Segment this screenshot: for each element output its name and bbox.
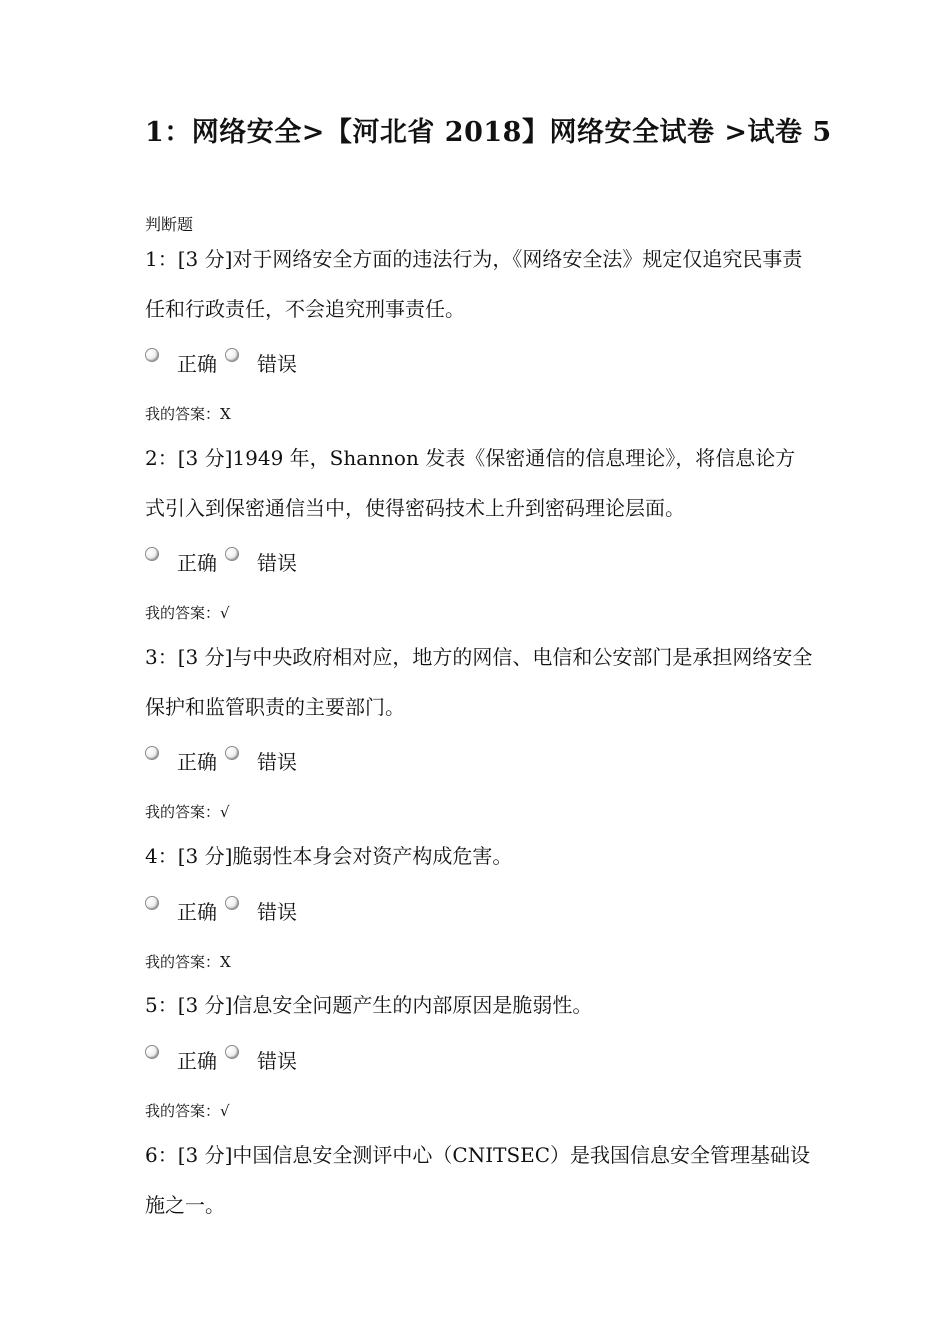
option-wrong-label: 错误 — [257, 1049, 297, 1073]
radio-wrong-icon[interactable] — [225, 896, 239, 910]
option-correct-label: 正确 — [177, 352, 217, 376]
radio-wrong-icon[interactable] — [225, 1045, 239, 1059]
radio-correct-icon[interactable] — [145, 896, 159, 910]
radio-correct-icon[interactable] — [145, 1045, 159, 1059]
answer-label: 我的答案： — [145, 1102, 221, 1120]
question-1-options — [145, 348, 305, 377]
option-correct-label: 正确 — [177, 900, 217, 924]
question-4-options — [145, 896, 305, 925]
question-3-answer — [145, 801, 230, 822]
question-5-text: 5：[3 分]信息安全问题产生的内部原因是脆弱性。 — [145, 993, 593, 1017]
option-wrong-label: 错误 — [257, 352, 297, 376]
question-2-text: 2：[3 分]1949 年，Shannon 发表《保密通信的信息理论》，将信息论方式引入到保密通信当中，使得密码技术上升到密码理论层面。 — [145, 446, 796, 520]
option-correct-label: 正确 — [177, 750, 217, 774]
radio-correct-icon[interactable] — [145, 547, 159, 561]
question-1-text: 1：[3 分]对于网络安全方面的违法行为，《网络安全法》规定仅追究民事责任和行政责任，不会追究刑事责任。 — [145, 247, 803, 321]
answer-value: √ — [220, 604, 230, 622]
question-2-answer — [145, 602, 230, 623]
radio-wrong-icon[interactable] — [225, 348, 239, 362]
answer-value: X — [220, 405, 231, 423]
answer-value: X — [220, 953, 231, 971]
option-correct-label: 正确 — [177, 551, 217, 575]
question-5-options — [145, 1045, 305, 1074]
answer-value: √ — [220, 1102, 230, 1120]
answer-label: 我的答案： — [145, 604, 221, 622]
option-wrong-label: 错误 — [257, 750, 297, 774]
radio-correct-icon[interactable] — [145, 746, 159, 760]
page-title: 1：网络安全>【河北省 2018】网络安全试卷 >试卷 5 — [145, 117, 832, 148]
answer-value: √ — [220, 803, 230, 821]
question-3-options — [145, 746, 305, 775]
question-6-text: 6：[3 分]中国信息安全测评中心（CNITSEC）是我国信息安全管理基础设施之一。 — [145, 1143, 811, 1217]
radio-wrong-icon[interactable] — [225, 547, 239, 561]
question-4-answer — [145, 951, 231, 972]
question-4-text: 4：[3 分]脆弱性本身会对资产构成危害。 — [145, 844, 513, 868]
section-heading: 判断题 — [145, 215, 194, 234]
radio-correct-icon[interactable] — [145, 348, 159, 362]
option-wrong-label: 错误 — [257, 900, 297, 924]
option-correct-label: 正确 — [177, 1049, 217, 1073]
answer-label: 我的答案： — [145, 803, 221, 821]
question-5-answer — [145, 1100, 230, 1121]
answer-label: 我的答案： — [145, 953, 221, 971]
question-1-answer — [145, 403, 231, 424]
answer-label: 我的答案： — [145, 405, 221, 423]
option-wrong-label: 错误 — [257, 551, 297, 575]
radio-wrong-icon[interactable] — [225, 746, 239, 760]
question-2-options — [145, 547, 305, 576]
question-3-text: 3：[3 分]与中央政府相对应，地方的网信、电信和公安部门是承担网络安全保护和监管职责的主要部门。 — [145, 645, 813, 719]
